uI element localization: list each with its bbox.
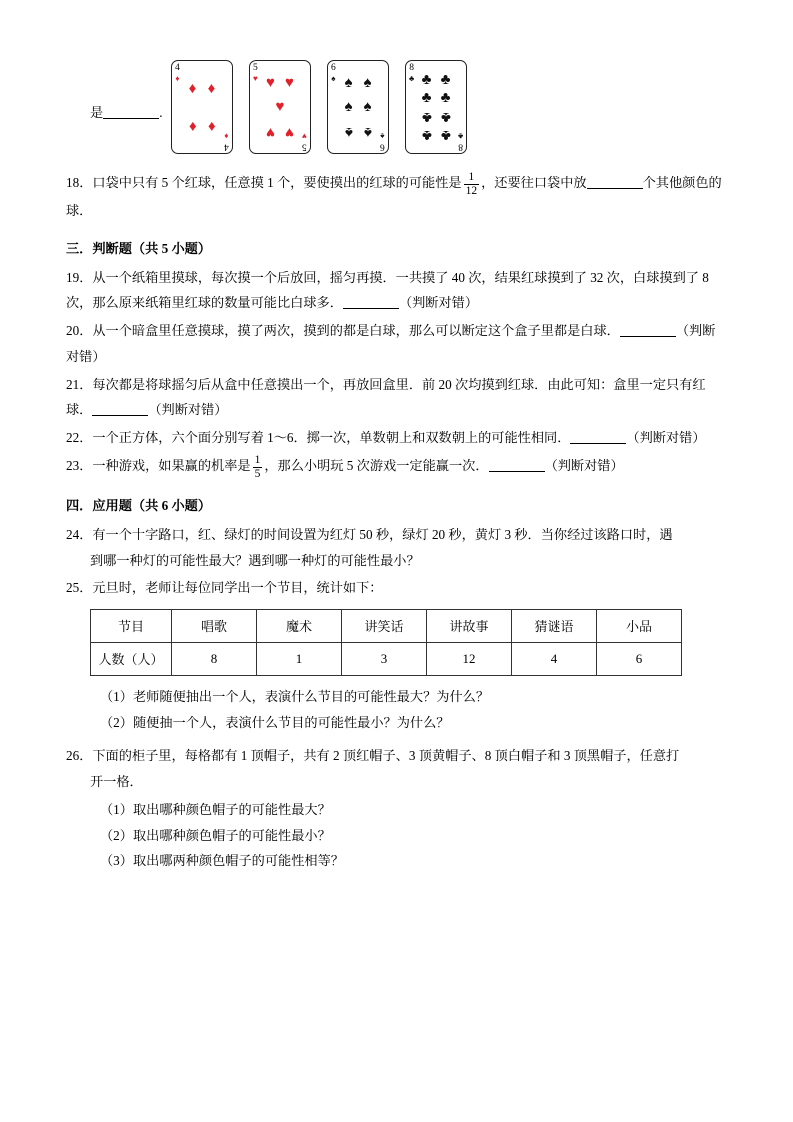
spade-icon: ♠: [363, 123, 372, 140]
diamond-icon: ♦: [207, 80, 216, 97]
spade-icon: ♠: [380, 131, 385, 141]
card-rank: 8: [409, 63, 414, 73]
cards-question-lead: [90, 102, 162, 121]
card-rank: 5: [302, 141, 307, 151]
diamond-icon: ♦: [207, 117, 216, 134]
club-icon: ♣: [457, 131, 463, 141]
question-text: 从一个暗盒里任意摸球，摸了两次，摸到的都是白球，那么可以断定这个盒子里都是白球．: [92, 323, 620, 339]
question-text-after: ，那么小明玩 5 次游戏一定能赢一次．: [264, 457, 489, 473]
question-text: 口袋中只有 5 个红球，任意摸 1 个，要使摸出的红球的可能性是: [92, 175, 462, 190]
club-icon: ♣: [421, 108, 432, 125]
club-icon: ♣: [440, 108, 451, 125]
question-tail: （判断对错）: [66, 323, 716, 364]
table-header-cell: 魔术: [257, 609, 342, 642]
fraction-numerator: 1: [254, 453, 261, 466]
question-number: 24．: [66, 526, 93, 542]
card-rank: 6: [331, 63, 336, 73]
card-corner-top: [175, 64, 180, 83]
card-corner-bottom: [380, 132, 385, 151]
spade-icon: ♠: [344, 98, 353, 115]
question-24-line2: 到哪一种灯的可能性最大？遇到哪一种灯的可能性最小？: [90, 552, 420, 568]
card-spade-6: [327, 60, 389, 154]
question-24: [66, 522, 727, 573]
question-23: [66, 453, 727, 481]
card-rank: 8: [458, 141, 463, 151]
table-cell: 4: [512, 642, 597, 675]
heart-icon: ♥: [275, 98, 285, 115]
question-25: [66, 575, 727, 601]
card-rank: 4: [175, 63, 180, 73]
table-cell: 12: [427, 642, 512, 675]
club-icon: ♣: [440, 89, 451, 106]
diamond-icon: ♦: [188, 80, 197, 97]
club-icon: ♣: [421, 126, 432, 143]
table-row: [91, 609, 682, 642]
fraction-denominator: 5: [254, 467, 261, 480]
question-number: 19．: [66, 269, 93, 285]
spade-icon: ♠: [363, 74, 372, 91]
club-icon: ♣: [440, 71, 451, 88]
card-club-8: [405, 60, 467, 154]
question-text: 从一个纸箱里摸球，每次摸一个后放回，摇匀再摸．一共摸了 40 次，结果红球摸到了 32 次，白球摸到了 8 次，那么原来纸箱里红球的数量可能比白球多．: [66, 269, 709, 311]
spade-icon: ♠: [331, 73, 336, 83]
question-22: [66, 425, 727, 451]
spade-icon: ♠: [344, 74, 353, 91]
club-icon: ♣: [409, 73, 415, 83]
question-number: 20．: [66, 323, 93, 339]
question-text: 每次都是将球摇匀后从盒中任意摸出一个，再放回盒里．前 20 次均摸到红球．由此可知：盒里一定只有红球．: [66, 376, 706, 418]
club-icon: ♣: [421, 71, 432, 88]
question-text-end: 个其他颜色的球．: [66, 175, 722, 218]
question-26-line2: 开一格．: [90, 774, 143, 790]
question-text: 一种游戏，如果赢的机率是: [92, 457, 251, 473]
card-corner-bottom: [224, 132, 229, 151]
section-heading-judge: 三．判断题（共 5 小题）: [66, 240, 212, 256]
answer-blank: [103, 118, 159, 119]
question-text: 有一个十字路口，红、绿灯的时间设置为红灯 50 秒，绿灯 20 秒，黄灯 3 秒．当你经过该路口时，遇: [92, 526, 673, 542]
spade-icon: ♠: [344, 123, 353, 140]
question-20: [66, 318, 727, 369]
fraction-denominator: 12: [465, 185, 478, 197]
question-26: [66, 743, 727, 794]
answer-blank: [489, 471, 545, 472]
table-header-cell: 小品: [597, 609, 682, 642]
question-text-after: ，还要往口袋中放: [481, 175, 587, 190]
cards-lead-text: 是: [90, 105, 104, 120]
playing-cards: [171, 60, 467, 154]
table-cell: 8: [172, 642, 257, 675]
heart-icon: ♥: [302, 131, 307, 141]
question-26-sub-1: （1）取出哪种颜色帽子的可能性最大？: [100, 801, 331, 817]
table-cell: 1: [257, 642, 342, 675]
question-number: 23．: [66, 457, 93, 473]
program-statistics-table: [90, 609, 682, 676]
card-pips: [417, 71, 455, 143]
card-heart-5: [249, 60, 311, 154]
card-pips: [261, 71, 299, 143]
table-header-cell: 节目: [91, 609, 172, 642]
question-26-sub-3: （3）取出哪两种颜色帽子的可能性相等？: [100, 853, 344, 869]
card-corner-top: [331, 64, 336, 83]
question-number: 25．: [66, 580, 93, 596]
question-tail: （判断对错）: [544, 457, 624, 473]
diamond-icon: ♦: [224, 131, 229, 141]
table-header-cell: 讲故事: [427, 609, 512, 642]
card-rank: 4: [224, 141, 229, 151]
fraction-numerator: 1: [464, 171, 480, 185]
question-tail: （判断对错）: [398, 295, 479, 311]
answer-blank: [587, 188, 643, 189]
fraction-1-12: [464, 171, 480, 198]
section-heading-apply: 四．应用题（共 6 小题）: [66, 497, 212, 513]
question-text: 一个正方体，六个面分别写着 1～6．掷一次，单数朝上和双数朝上的可能性相同．: [92, 430, 571, 446]
card-rank: 6: [380, 141, 385, 151]
heart-icon: ♥: [285, 123, 294, 140]
table-header-cell: 讲笑话: [342, 609, 427, 642]
card-corner-top: [253, 64, 258, 83]
question-25-sub-2: （2）随便抽一个人，表演什么节目的可能性最小？为什么？: [100, 714, 450, 730]
question-number: 21．: [66, 376, 93, 392]
table-cell: 6: [597, 642, 682, 675]
answer-blank: [620, 336, 676, 337]
question-text: 下面的柜子里，每格都有 1 顶帽子，共有 2 顶红帽子、3 顶黄帽子、8 顶白帽子和 3 顶黑帽子，任意打: [92, 748, 680, 764]
card-corner-top: [409, 64, 414, 83]
table-header-cell: 猜谜语: [512, 609, 597, 642]
table-header-cell: 唱歌: [172, 609, 257, 642]
answer-blank: [570, 443, 626, 444]
question-26-sub-2: （2）取出哪种颜色帽子的可能性最小？: [100, 827, 331, 843]
table-row: [91, 642, 682, 675]
question-text: 元旦时，老师让每位同学出一个节目，统计如下：: [92, 580, 383, 596]
question-25-sub-1: （1）老师随便抽出一个人，表演什么节目的可能性最大？为什么？: [100, 688, 490, 704]
question-21: [66, 372, 727, 423]
heart-icon: ♥: [266, 123, 275, 140]
question-tail: （判断对错）: [148, 402, 228, 418]
club-icon: ♣: [421, 89, 432, 106]
table-header-cell: 人数（人）: [91, 642, 172, 675]
cards-lead-period: .: [159, 105, 163, 120]
question-19: [66, 265, 727, 316]
heart-icon: ♥: [285, 74, 294, 91]
card-pips: [183, 71, 221, 143]
question-18: [66, 170, 727, 224]
table-cell: 3: [342, 642, 427, 675]
question-number: 18．: [66, 175, 93, 190]
diamond-icon: ♦: [175, 73, 180, 83]
spade-icon: ♠: [363, 98, 372, 115]
fraction-1-5: [253, 454, 263, 481]
question-number: 22．: [66, 430, 93, 446]
answer-blank: [92, 415, 148, 416]
club-icon: ♣: [440, 126, 451, 143]
card-rank: 5: [253, 63, 258, 73]
question-number: 26．: [66, 748, 93, 764]
heart-icon: ♥: [266, 74, 275, 91]
card-diamond-4: [171, 60, 233, 154]
question-tail: （判断对错）: [626, 430, 706, 446]
diamond-icon: ♦: [188, 117, 197, 134]
card-corner-bottom: [458, 132, 463, 151]
answer-blank: [343, 308, 399, 309]
card-pips: [339, 71, 377, 143]
card-corner-bottom: [302, 132, 307, 151]
cards-question: [66, 60, 727, 164]
heart-icon: ♥: [253, 73, 258, 83]
